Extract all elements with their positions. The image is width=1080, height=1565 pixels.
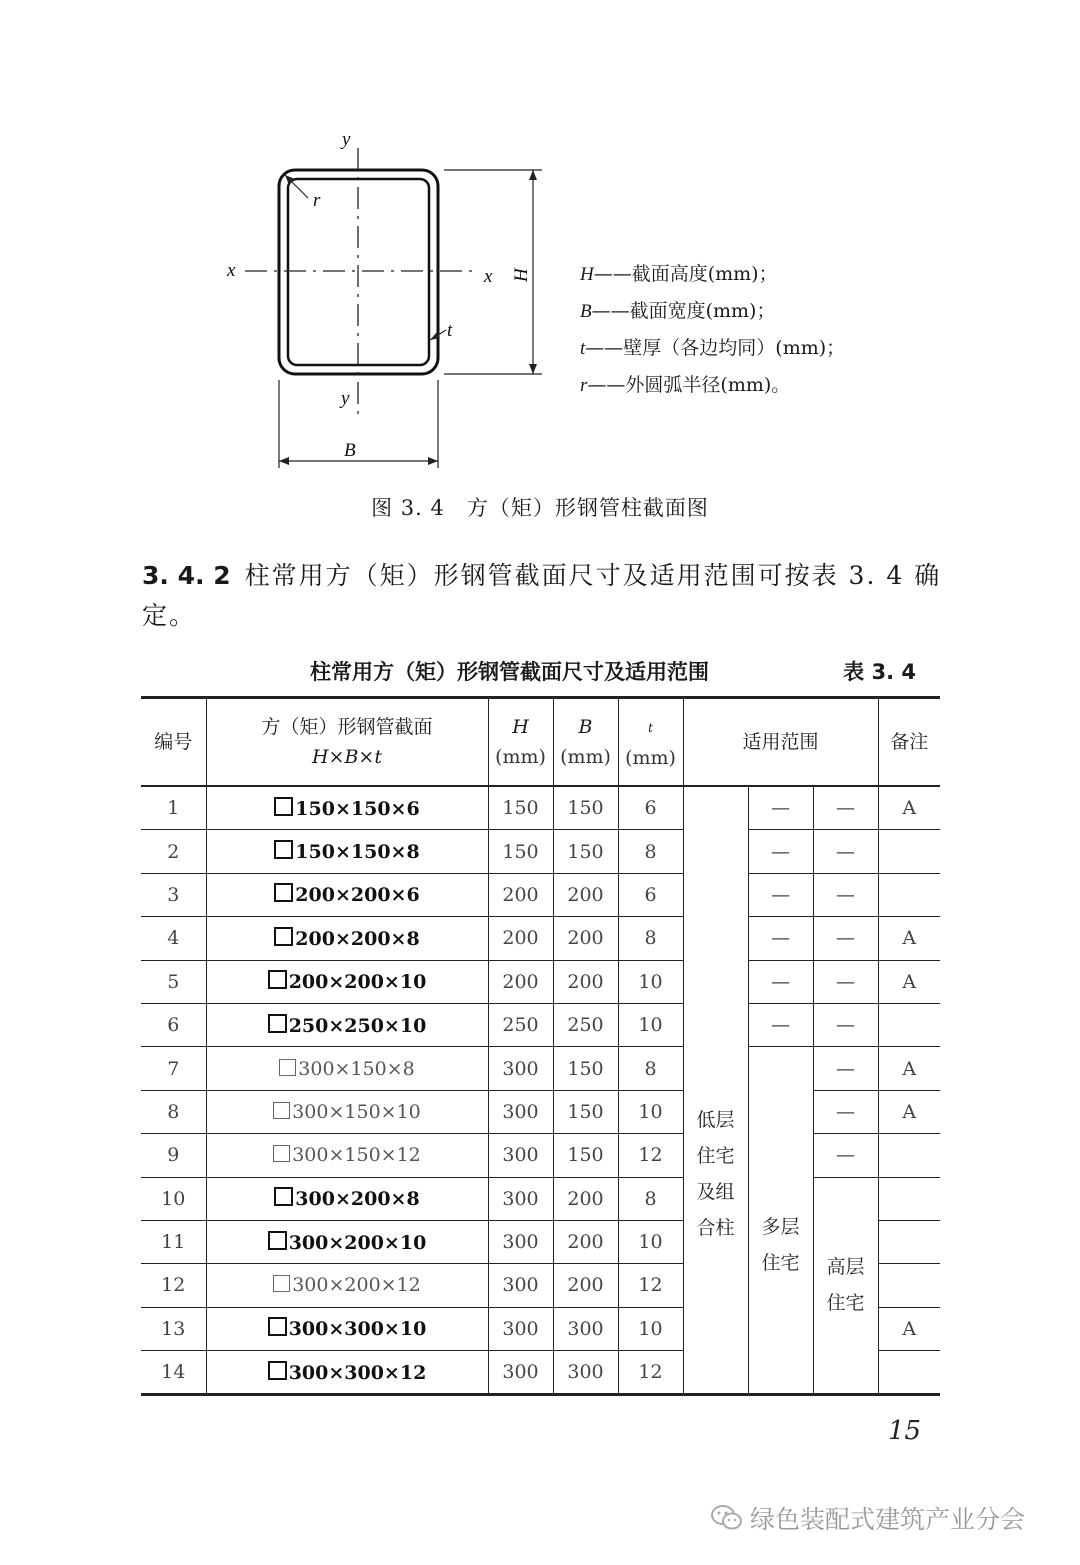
scope-mid-line2: 住宅 bbox=[761, 1252, 800, 1275]
cell-B: 150 bbox=[553, 830, 618, 873]
cell-mid: — bbox=[748, 786, 813, 830]
cell-H: 200 bbox=[488, 960, 553, 1003]
cell-remark: A bbox=[878, 786, 940, 830]
header-H-unit: (mm) bbox=[495, 746, 546, 768]
cell-id: 2 bbox=[141, 830, 206, 873]
header-H-symbol: H bbox=[512, 716, 529, 738]
square-tube-symbol-icon bbox=[274, 927, 293, 946]
square-tube-symbol-icon bbox=[273, 1102, 290, 1119]
square-tube-symbol-icon bbox=[268, 1361, 287, 1380]
header-section bbox=[206, 698, 488, 787]
cell-section-text: 200×200×10 bbox=[288, 971, 427, 994]
cell-id: 1 bbox=[141, 786, 206, 830]
scope-high-rise bbox=[813, 1177, 878, 1395]
cell-remark: A bbox=[878, 917, 940, 960]
square-tube-symbol-icon bbox=[274, 883, 293, 902]
header-scope: 适用范围 bbox=[683, 698, 878, 787]
cell-section bbox=[206, 960, 488, 1003]
r-label: r bbox=[313, 190, 321, 211]
square-tube-symbol-icon bbox=[268, 1014, 287, 1033]
cell-t: 6 bbox=[618, 786, 683, 830]
table-row bbox=[141, 830, 940, 873]
cell-remark: A bbox=[878, 960, 940, 1003]
scope-low-line1: 低层 bbox=[696, 1109, 735, 1132]
square-tube-symbol-icon bbox=[274, 840, 293, 859]
cell-section bbox=[206, 1307, 488, 1350]
cell-section bbox=[206, 1090, 488, 1133]
watermark bbox=[710, 1500, 1025, 1538]
figure-legend bbox=[580, 256, 845, 404]
cell-H: 300 bbox=[488, 1264, 553, 1307]
header-t-unit: (mm) bbox=[625, 747, 676, 769]
table-row bbox=[141, 960, 940, 1003]
cell-section-text: 300×200×12 bbox=[292, 1274, 421, 1297]
table-row bbox=[141, 1177, 940, 1220]
cell-section-text: 250×250×10 bbox=[288, 1014, 427, 1037]
cell-remark bbox=[878, 830, 940, 873]
cell-high: — bbox=[813, 1134, 878, 1177]
table-row bbox=[141, 917, 940, 960]
header-section-line2: H×B×t bbox=[311, 746, 382, 768]
cell-section-text: 300×150×12 bbox=[292, 1144, 421, 1167]
clause-number: 3. 4. 2 bbox=[142, 561, 231, 590]
cell-mid: — bbox=[748, 830, 813, 873]
table-row bbox=[141, 873, 940, 916]
cell-t: 10 bbox=[618, 1307, 683, 1350]
cell-B: 150 bbox=[553, 1047, 618, 1090]
cell-t: 6 bbox=[618, 873, 683, 916]
cell-id: 6 bbox=[141, 1003, 206, 1046]
wechat-icon bbox=[710, 1504, 744, 1538]
cell-section bbox=[206, 1177, 488, 1220]
cell-id: 3 bbox=[141, 873, 206, 916]
table-row bbox=[141, 786, 940, 830]
cell-id: 7 bbox=[141, 1047, 206, 1090]
legend-symbol: B bbox=[580, 301, 592, 322]
cell-H: 250 bbox=[488, 1003, 553, 1046]
cell-id: 12 bbox=[141, 1264, 206, 1307]
cell-section bbox=[206, 786, 488, 830]
cell-section-text: 300×200×10 bbox=[288, 1231, 427, 1254]
cell-section bbox=[206, 1047, 488, 1090]
cell-B: 200 bbox=[553, 873, 618, 916]
cell-H: 300 bbox=[488, 1177, 553, 1220]
cell-H: 200 bbox=[488, 873, 553, 916]
cell-section bbox=[206, 1134, 488, 1177]
legend-row bbox=[580, 293, 845, 330]
square-tube-symbol-icon bbox=[268, 1231, 287, 1250]
legend-row bbox=[580, 256, 845, 293]
header-id: 编号 bbox=[141, 698, 206, 787]
legend-symbol: H bbox=[580, 264, 594, 285]
cell-high: — bbox=[813, 830, 878, 873]
table-row bbox=[141, 1047, 940, 1090]
watermark-text: 绿色装配式建筑产业分会 bbox=[750, 1505, 1026, 1534]
cell-section-text: 150×150×8 bbox=[295, 841, 420, 864]
cell-B: 200 bbox=[553, 917, 618, 960]
cell-id: 13 bbox=[141, 1307, 206, 1350]
cell-B: 200 bbox=[553, 1220, 618, 1263]
scope-high-line2: 住宅 bbox=[826, 1292, 865, 1315]
square-tube-symbol-icon bbox=[274, 1187, 293, 1206]
cell-remark bbox=[878, 1264, 940, 1307]
cell-t: 8 bbox=[618, 917, 683, 960]
header-B-unit: (mm) bbox=[560, 746, 611, 768]
square-tube-symbol-icon bbox=[268, 970, 287, 989]
scope-multi-storey bbox=[748, 1047, 813, 1395]
cell-section bbox=[206, 1003, 488, 1046]
cell-H: 300 bbox=[488, 1351, 553, 1395]
square-tube-symbol-icon bbox=[279, 1059, 296, 1076]
cell-mid: — bbox=[748, 1003, 813, 1046]
legend-text: ——截面宽度(mm)； bbox=[591, 300, 776, 322]
section-figure bbox=[0, 0, 1080, 480]
cell-remark bbox=[878, 873, 940, 916]
cell-B: 150 bbox=[553, 786, 618, 830]
square-tube-symbol-icon bbox=[268, 1317, 287, 1336]
cell-section-text: 300×300×10 bbox=[288, 1318, 427, 1341]
cell-t: 8 bbox=[618, 1047, 683, 1090]
section-table bbox=[141, 696, 940, 1396]
square-tube-symbol-icon bbox=[273, 1275, 290, 1292]
H-label: H bbox=[511, 268, 532, 282]
cell-id: 8 bbox=[141, 1090, 206, 1133]
cell-section-text: 300×300×12 bbox=[288, 1361, 427, 1384]
cell-t: 10 bbox=[618, 960, 683, 1003]
cell-remark bbox=[878, 1220, 940, 1263]
cell-t: 10 bbox=[618, 1090, 683, 1133]
cell-id: 10 bbox=[141, 1177, 206, 1220]
table-header-row bbox=[141, 698, 940, 787]
cell-section bbox=[206, 1351, 488, 1395]
cell-remark bbox=[878, 1003, 940, 1046]
cell-t: 12 bbox=[618, 1264, 683, 1307]
cell-H: 200 bbox=[488, 917, 553, 960]
scope-low-line4: 合柱 bbox=[696, 1217, 735, 1240]
cell-B: 200 bbox=[553, 1177, 618, 1220]
cell-high: — bbox=[813, 1047, 878, 1090]
cell-section bbox=[206, 1220, 488, 1263]
cell-high: — bbox=[813, 873, 878, 916]
header-remark: 备注 bbox=[878, 698, 940, 787]
cell-t: 12 bbox=[618, 1134, 683, 1177]
cell-H: 300 bbox=[488, 1134, 553, 1177]
cell-high: — bbox=[813, 1003, 878, 1046]
cell-H: 300 bbox=[488, 1220, 553, 1263]
x-right-label: x bbox=[484, 266, 493, 287]
header-B bbox=[553, 698, 618, 787]
scope-mid-line1: 多层 bbox=[761, 1216, 800, 1239]
cell-B: 150 bbox=[553, 1134, 618, 1177]
legend-row bbox=[580, 367, 845, 404]
cell-B: 150 bbox=[553, 1090, 618, 1133]
cell-id: 5 bbox=[141, 960, 206, 1003]
scope-low-line2: 住宅 bbox=[696, 1145, 735, 1168]
legend-text: ——壁厚（各边均同）(mm)； bbox=[585, 337, 846, 359]
legend-symbol: r bbox=[580, 375, 588, 396]
scope-high-line1: 高层 bbox=[826, 1256, 865, 1279]
scope-low-line3: 及组 bbox=[696, 1181, 735, 1204]
cell-id: 14 bbox=[141, 1351, 206, 1395]
cell-id: 11 bbox=[141, 1220, 206, 1263]
cell-B: 250 bbox=[553, 1003, 618, 1046]
cell-mid: — bbox=[748, 960, 813, 1003]
cell-t: 8 bbox=[618, 830, 683, 873]
cell-mid: — bbox=[748, 873, 813, 916]
cell-id: 9 bbox=[141, 1134, 206, 1177]
cell-remark bbox=[878, 1134, 940, 1177]
cell-high: — bbox=[813, 960, 878, 1003]
cell-remark: A bbox=[878, 1047, 940, 1090]
cell-B: 200 bbox=[553, 1264, 618, 1307]
clause-paragraph bbox=[142, 556, 942, 636]
cell-section-text: 300×150×10 bbox=[292, 1100, 421, 1123]
cell-B: 200 bbox=[553, 960, 618, 1003]
cell-remark bbox=[878, 1177, 940, 1220]
cell-mid: — bbox=[748, 917, 813, 960]
cell-section bbox=[206, 830, 488, 873]
cell-section-text: 200×200×8 bbox=[295, 927, 420, 950]
cell-remark bbox=[878, 1351, 940, 1395]
table-title: 柱常用方（矩）形钢管截面尺寸及适用范围 bbox=[310, 660, 709, 684]
cell-remark: A bbox=[878, 1307, 940, 1350]
legend-row bbox=[580, 330, 845, 367]
t-label: t bbox=[447, 320, 453, 341]
cell-H: 300 bbox=[488, 1047, 553, 1090]
square-tube-symbol-icon bbox=[274, 797, 293, 816]
cell-H: 300 bbox=[488, 1307, 553, 1350]
cell-section bbox=[206, 1264, 488, 1307]
cell-section-text: 300×200×8 bbox=[295, 1188, 420, 1211]
cell-section bbox=[206, 917, 488, 960]
legend-symbol: t bbox=[580, 338, 586, 359]
cell-id: 4 bbox=[141, 917, 206, 960]
table-row bbox=[141, 1134, 940, 1177]
square-tube-symbol-icon bbox=[273, 1145, 290, 1162]
cell-t: 8 bbox=[618, 1177, 683, 1220]
header-H bbox=[488, 698, 553, 787]
cell-t: 10 bbox=[618, 1003, 683, 1046]
figure-caption: 图 3. 4 方（矩）形钢管柱截面图 bbox=[371, 496, 709, 520]
cell-B: 300 bbox=[553, 1307, 618, 1350]
cell-t: 10 bbox=[618, 1220, 683, 1263]
table-row bbox=[141, 1090, 940, 1133]
cell-section-text: 200×200×6 bbox=[295, 884, 420, 907]
x-left-label: x bbox=[227, 260, 236, 281]
clause-text: 柱常用方（矩）形钢管截面尺寸及适用范围可按表 3. 4 确定。 bbox=[142, 561, 942, 630]
scope-low-rise bbox=[683, 786, 748, 1395]
cell-remark: A bbox=[878, 1090, 940, 1133]
y-top-label: y bbox=[342, 129, 351, 150]
cell-high: — bbox=[813, 1090, 878, 1133]
legend-text: ——外圆弧半径(mm)。 bbox=[587, 374, 791, 396]
table-row bbox=[141, 1003, 940, 1046]
cell-B: 300 bbox=[553, 1351, 618, 1395]
header-t bbox=[618, 698, 683, 787]
cell-section-text: 300×150×8 bbox=[298, 1057, 415, 1080]
header-section-line1: 方（矩）形钢管截面 bbox=[261, 716, 433, 738]
legend-text: ——截面高度(mm)； bbox=[593, 263, 778, 285]
cell-H: 300 bbox=[488, 1090, 553, 1133]
cell-section-text: 150×150×6 bbox=[295, 797, 420, 820]
header-B-symbol: B bbox=[578, 716, 593, 738]
cell-high: — bbox=[813, 786, 878, 830]
cell-section bbox=[206, 873, 488, 916]
page-number: 15 bbox=[888, 1416, 922, 1446]
cell-high: — bbox=[813, 917, 878, 960]
header-t-symbol: t bbox=[648, 721, 653, 735]
table-number: 表 3. 4 bbox=[843, 660, 916, 684]
cell-H: 150 bbox=[488, 786, 553, 830]
rect-tube-section-diagram bbox=[0, 0, 1080, 480]
cell-t: 12 bbox=[618, 1351, 683, 1395]
B-label: B bbox=[344, 440, 356, 461]
cell-H: 150 bbox=[488, 830, 553, 873]
y-bottom-label: y bbox=[341, 388, 350, 409]
